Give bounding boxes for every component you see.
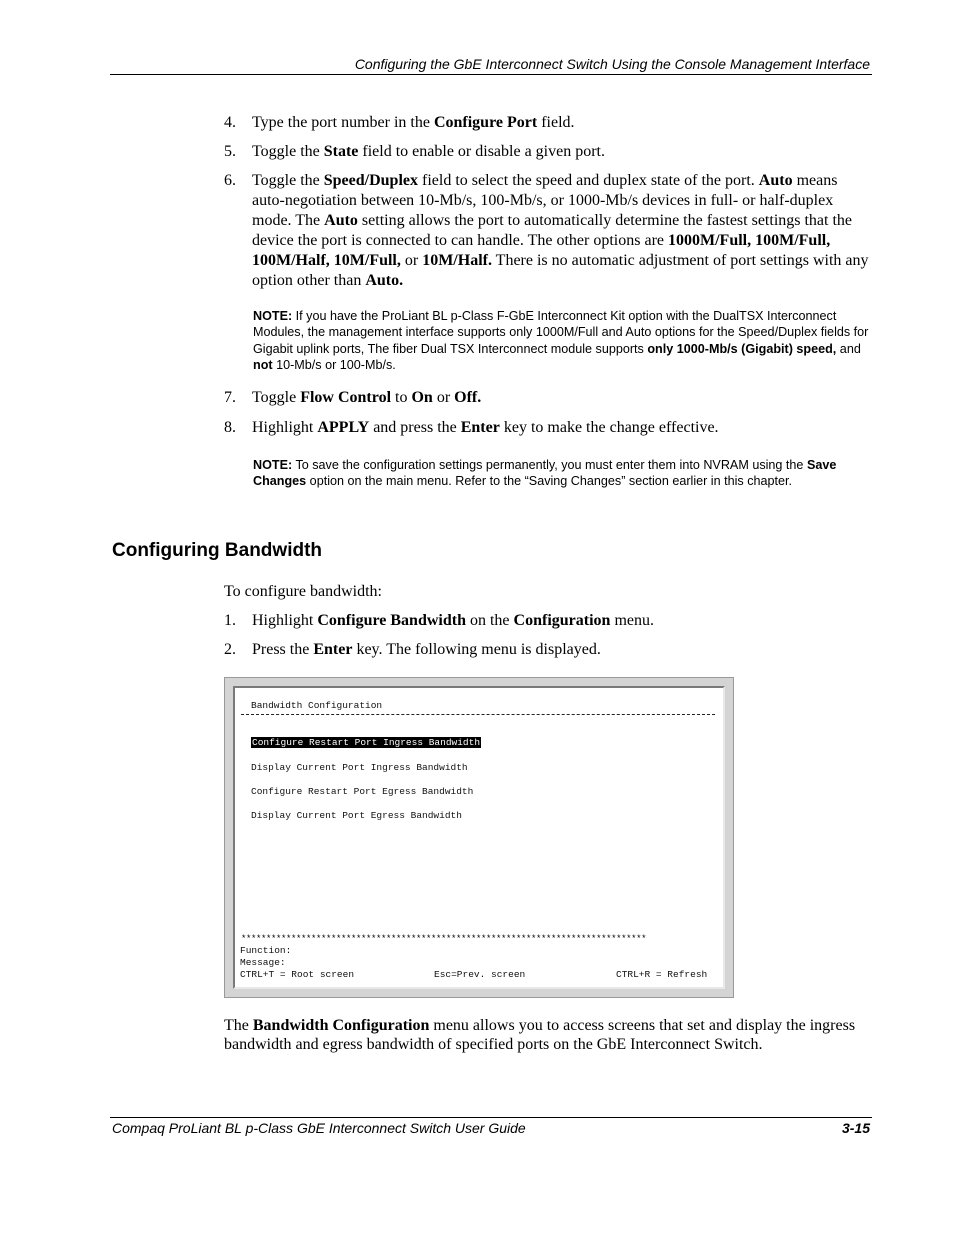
step-text: Highlight APPLY and press the Enter key to make the change effective. [252, 419, 719, 436]
key-prev-screen: Esc=Prev. screen [434, 969, 526, 980]
menu-item-display-ingress[interactable]: Display Current Port Ingress Bandwidth [251, 762, 468, 773]
page-number: 3-15 [841, 1120, 870, 1136]
section-heading: Configuring Bandwidth [112, 540, 323, 561]
step-number: 5. [224, 143, 236, 160]
note-label: NOTE: [253, 309, 293, 323]
step-text: Toggle the Speed/Duplex field to select the speed and duplex state of the port. Auto means auto-negotiation between 10-Mb/s, 100-Mb/s, or 1000-Mb/s devices in full- or half-duplex mode. The Auto setting allows the port to automatically determine the fastest settings that the device the port is connected to can handle. The other options are 1000M/Full, 100M/Full, 100M/Half, 10M/Full, or 10M/Half. There is no automatic adjustment of port settings with any option other than Auto. [252, 172, 869, 289]
step-number: 6. [224, 172, 236, 189]
key-root-screen: CTRL+T = Root screen [240, 969, 355, 980]
step-number: 7. [224, 389, 236, 406]
footer-guide-title: Compaq ProLiant BL p-Class GbE Interconnect Switch User Guide [112, 1120, 526, 1136]
function-label: Function: [240, 945, 292, 956]
console-window [233, 686, 725, 989]
menu-item-configure-ingress[interactable]: Configure Restart Port Ingress Bandwidth [252, 737, 481, 748]
note-label: NOTE: [253, 458, 293, 472]
step-number: 1. [224, 612, 236, 629]
closing-paragraph: The Bandwidth Configuration menu allows you to access screens that set and display the ingress bandwidth and egress bandwidth of specified ports on the GbE Interconnect Switch. [224, 1017, 856, 1053]
step-text: Highlight Configure Bandwidth on the Configuration menu. [252, 612, 654, 629]
running-header: Configuring the GbE Interconnect Switch Using the Console Management Interface [354, 56, 870, 72]
console-divider [241, 714, 715, 715]
note-save-changes: NOTE: To save the configuration settings permanently, you must enter them into NVRAM using the Save Changes option on the main menu. Refer to the “Saving Changes” section earlier in this chapter. [253, 458, 837, 489]
console-screenshot [224, 677, 734, 998]
step-text: Toggle Flow Control to On or Off. [252, 389, 482, 406]
step-number: 8. [224, 419, 236, 436]
step-text: Type the port number in the Configure Port field. [252, 114, 575, 131]
note-speed-duplex: NOTE: If you have the ProLiant BL p-Class F-GbE Interconnect Kit option with the DualTSX Interconnect Modules, the management interface supports only 1000M/Full and Auto options for the Speed/Duplex fields for Gigabit uplink ports, The fiber Dual TSX Interconnect module supports only 1000-Mb/s (Gigabit) speed, and not 10-Mb/s or 100-Mb/s. [253, 309, 869, 372]
footer-rule [110, 1117, 872, 1118]
key-refresh: CTRL+R = Refresh [616, 969, 708, 980]
menu-item-display-egress[interactable]: Display Current Port Egress Bandwidth [251, 810, 462, 821]
step-text: Press the Enter key. The following menu is displayed. [252, 641, 601, 658]
console-star-divider: ********************************************************************************* [241, 934, 647, 944]
intro-text: To configure bandwidth: [224, 583, 382, 600]
console-title: Bandwidth Configuration [251, 700, 383, 711]
step-number: 4. [224, 114, 236, 131]
message-label: Message: [240, 957, 286, 968]
menu-item-configure-egress[interactable]: Configure Restart Port Egress Bandwidth [251, 786, 474, 797]
header-rule [110, 74, 872, 75]
step-number: 2. [224, 641, 236, 658]
step-text: Toggle the State field to enable or disable a given port. [252, 143, 605, 160]
